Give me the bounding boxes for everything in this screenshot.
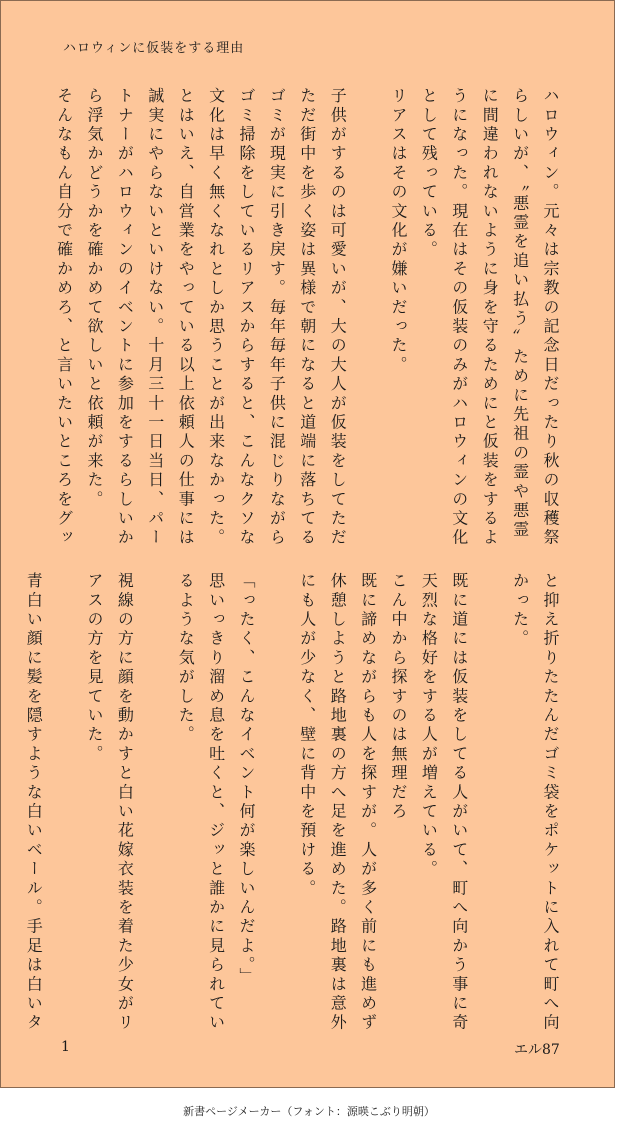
text-column: 子供がするのは可愛いが、大の大人が仮装をしてただ — [328, 87, 348, 548]
text-column: 天烈な格好をする人が増えている。 — [419, 572, 439, 880]
text-column: そんなもん自分で確かめろ、と言いたいところをグッ — [54, 87, 74, 548]
text-column: 既に道には仮装をしてる人がいて、町へ向かう事に奇 — [449, 572, 469, 1033]
text-column: トナーがハロウィンのイベントに参加をするらしいか — [115, 87, 135, 548]
text-column: 青白い顔に髪を隠すような白いベール。手足は白いタ — [24, 572, 44, 1033]
text-column: かった。 — [510, 572, 530, 649]
text-column: アスの方を見ていた。 — [85, 572, 104, 764]
text-column: ゴミが現実に引き戻す。毎年毎年子供に混じりながら — [267, 87, 287, 548]
text-column: 休憩しようと路地裏の方へ足を進めた。路地裏は意外 — [328, 572, 348, 1033]
text-column: ゴミ掃除をしているリアスからすると、こんなクソな — [237, 87, 256, 548]
text-column: らしいが、〝悪霊を追い払う〟ために先祖の霊や悪霊 — [510, 87, 530, 540]
text-column: とはいえ、自営業をやっている以上依頼人の仕事には — [176, 87, 196, 548]
text-column: に間違われないように身を守るためにと仮装をするよ — [480, 87, 500, 548]
text-column: ハロウィン。元々は宗教の記念日だったり秋の収穫祭 — [541, 87, 560, 548]
text-column: リアスはその文化が嫌いだった。 — [389, 87, 408, 375]
text-column: うになった。現在はその仮装のみがハロウィンの文化 — [449, 87, 469, 548]
author-name: エル87 — [514, 1042, 560, 1058]
text-column: と抑え折りたたんだゴミ袋をポケットに入れて町へ向 — [541, 572, 560, 1033]
text-column: ら浮気かどうかを確かめて欲しいと依頼が来た。 — [85, 87, 104, 510]
text-column: るような気がした。 — [176, 572, 196, 745]
text-column: 文化は早く無くなれとしか思うことが出来なかった。 — [206, 87, 226, 548]
text-column: 視線の方に顔を動かすと白い花嫁衣装を着た少女がリ — [115, 572, 135, 1033]
text-column: 誠実にやらないといけない。十月三十一日当日、パー — [145, 87, 165, 548]
text-column: 「ったく、こんなイベント何が楽しいんだよ。」 — [237, 572, 256, 987]
page-number: 1 — [61, 1039, 70, 1055]
text-column: こん中から探すのは無理だろ — [389, 572, 408, 822]
text-column: として残っている。 — [419, 87, 439, 260]
page-header-title: ハロウィンに仮装をする理由 — [63, 41, 245, 56]
text-column: ただ街中を歩く姿は異様で朝になると道端に落ちてる — [297, 87, 317, 548]
footer-credit: 新書ページメーカー（フォント：源暎こぶり明朝） — [183, 1105, 435, 1118]
text-column: にも人が少なく、壁に背中を預ける。 — [297, 572, 317, 899]
text-column: 思いっきり溜め息を吐くと、ジッと誰かに見られてい — [206, 572, 226, 1033]
text-column: 既に諦めながらも人を探すが。人が多く前にも進めず — [358, 572, 378, 1033]
